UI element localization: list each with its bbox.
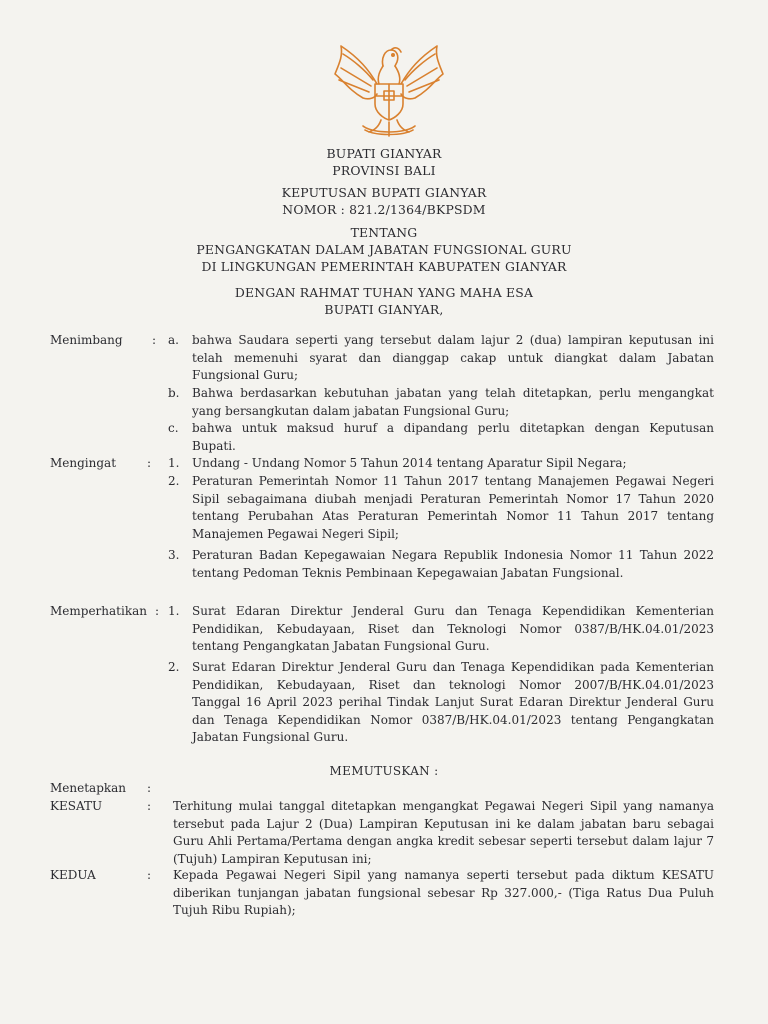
item-marker: 3. [168, 548, 180, 562]
text-line: Bupati. [192, 438, 236, 453]
subject-line: PENGANGKATAN DALAM JABATAN FUNGSIONAL GURU [196, 242, 572, 257]
text-line: yang bersangkutan dalam jabatan Fungsional Guru; [192, 403, 510, 418]
text-line: Peraturan Badan Kepegawaian Negara Republik Indonesia Nomor 11 Tahun 2022 [192, 548, 714, 562]
text-line: tersebut pada Lajur 2 (Dua) Lampiran Keputusan ini ke dalam jabatan baru sebagai [173, 816, 714, 831]
kedua-text [173, 867, 714, 920]
decree-block [0, 184, 768, 218]
section-colon: : [155, 604, 160, 618]
garuda-emblem-icon [329, 40, 449, 142]
section-colon: : [147, 868, 152, 882]
item-marker: c. [168, 421, 179, 435]
decree-number: NOMOR : 821.2/1364/BKPSDM [282, 202, 486, 217]
text-line: (Tujuh) Lampiran Keputusan ini; [173, 851, 372, 866]
mengingat-section [0, 455, 768, 590]
list-item [168, 332, 714, 385]
text-line: Terhitung mulai tanggal ditetapkan mengangkat Pegawai Negeri Sipil yang namanya [173, 799, 714, 813]
invocation-block [0, 284, 768, 318]
text-line: Peraturan Pemerintah Nomor 11 Tahun 2017 tentang Manajemen Pegawai Negeri [192, 474, 714, 488]
section-label: KESATU [50, 799, 103, 813]
text-line: Sipil sebagaimana diubah menjadi Peraturan Pemerintah Nomor 17 Tahun 2020 [192, 491, 714, 506]
list-item [168, 455, 714, 473]
text-line: telah memenuhi syarat dan dianggap cakap untuk diangkat dalam Jabatan [192, 350, 714, 365]
text-line: tentang Pengangkatan Jabatan Fungsional Guru. [192, 639, 490, 654]
text-line: bahwa untuk maksud huruf a dipandang perlu ditetapkan dengan Keputusan [192, 421, 714, 435]
list-item [168, 385, 714, 420]
section-colon: : [147, 781, 152, 795]
subject-line: DI LINGKUNGAN PEMERINTAH KABUPATEN GIANYAR [201, 259, 567, 274]
text-line: Pendidikan, Kebudayaan, Riset dan teknologi Nomor 2007/B/HK.04.01/2023 [192, 677, 714, 692]
text-line: Bahwa berdasarkan kebutuhan jabatan yang telah ditetapkan, perlu mengangkat [192, 386, 714, 400]
text-line: diberikan tunjangan jabatan fungsional sebesar Rp 327.000,- (Tiga Ratus Dua Puluh [173, 885, 714, 900]
text-line: Manajemen Pegawai Negeri Sipil; [192, 526, 399, 541]
item-marker: b. [168, 386, 180, 400]
text-line: Fungsional Guru; [192, 368, 299, 383]
item-marker: a. [168, 333, 179, 347]
about-label: TENTANG [350, 225, 418, 240]
text-line: Kepada Pegawai Negeri Sipil yang namanya seperti tersebut pada diktum KESATU [173, 868, 714, 882]
kesatu-section [0, 798, 768, 870]
item-marker: 2. [168, 660, 180, 674]
text-line: tentang Perubahan Atas Peraturan Pemerintah Nomor 11 Tahun 2017 tentang [192, 509, 714, 524]
section-colon: : [147, 456, 152, 470]
menetapkan-row [0, 780, 768, 800]
subject-block [0, 224, 768, 275]
section-colon: : [147, 799, 152, 813]
section-label: Menetapkan [50, 781, 127, 795]
text-line: Tujuh Ribu Rupiah); [173, 903, 296, 918]
text-line: bahwa Saudara seperti yang tersebut dalam lajur 2 (dua) lampiran keputusan ini [192, 333, 714, 347]
kesatu-text [173, 798, 714, 868]
section-label: KEDUA [50, 868, 96, 882]
issuer-block [0, 145, 768, 179]
text-line: tentang Pedoman Teknis Pembinaan Kepegawaian Jabatan Fungsional. [192, 565, 624, 580]
memutuskan-heading: MEMUTUSKAN : [329, 764, 439, 778]
list-item [168, 473, 714, 543]
item-marker: 1. [168, 604, 180, 618]
text-line: Guru Ahli Pertama/Pertama dengan angka kredit sebesar seperti tersebut dalam lajur 7 [173, 834, 714, 849]
list-item [168, 547, 714, 582]
text-line: Surat Edaran Direktur Jenderal Guru dan Tenaga Kependidikan pada Kementerian [192, 660, 714, 674]
kedua-section [0, 867, 768, 923]
invocation-line: DENGAN RAHMAT TUHAN YANG MAHA ESA [234, 285, 534, 300]
list-item [168, 420, 714, 455]
decree-title: KEPUTUSAN BUPATI GIANYAR [281, 185, 487, 200]
section-colon: : [152, 333, 157, 347]
official-title: BUPATI GIANYAR [326, 146, 442, 161]
item-marker: 1. [168, 456, 180, 470]
text-line: Pendidikan, Kebudayaan, Riset dan Teknologi Nomor 0387/B/HK.04.01/2023 [192, 621, 714, 636]
text-line: dan Tenaga Kependidikan Nomor 0387/B/HK.04.01/2023 tentang Pengangkatan [192, 712, 714, 727]
text-line: Tanggal 16 April 2023 perihal Tindak Lanjut Surat Edaran Direktur Jenderal Guru [192, 695, 714, 710]
item-marker: 2. [168, 474, 180, 488]
section-label: Memperhatikan [50, 604, 147, 618]
menimbang-section [0, 332, 768, 452]
invocation-line: BUPATI GIANYAR, [324, 302, 444, 317]
memperhatikan-section [0, 603, 768, 753]
section-label: Menimbang [50, 333, 123, 347]
list-item [168, 603, 714, 656]
text-line: Jabatan Fungsional Guru. [192, 730, 349, 745]
text-line: Surat Edaran Direktur Jenderal Guru dan Tenaga Kependidikan Kementerian [192, 604, 714, 618]
section-label: Mengingat [50, 456, 117, 470]
province-title: PROVINSI BALI [332, 163, 436, 178]
text-line: Undang - Undang Nomor 5 Tahun 2014 tentang Aparatur Sipil Negara; [192, 456, 627, 470]
list-item [168, 659, 714, 747]
